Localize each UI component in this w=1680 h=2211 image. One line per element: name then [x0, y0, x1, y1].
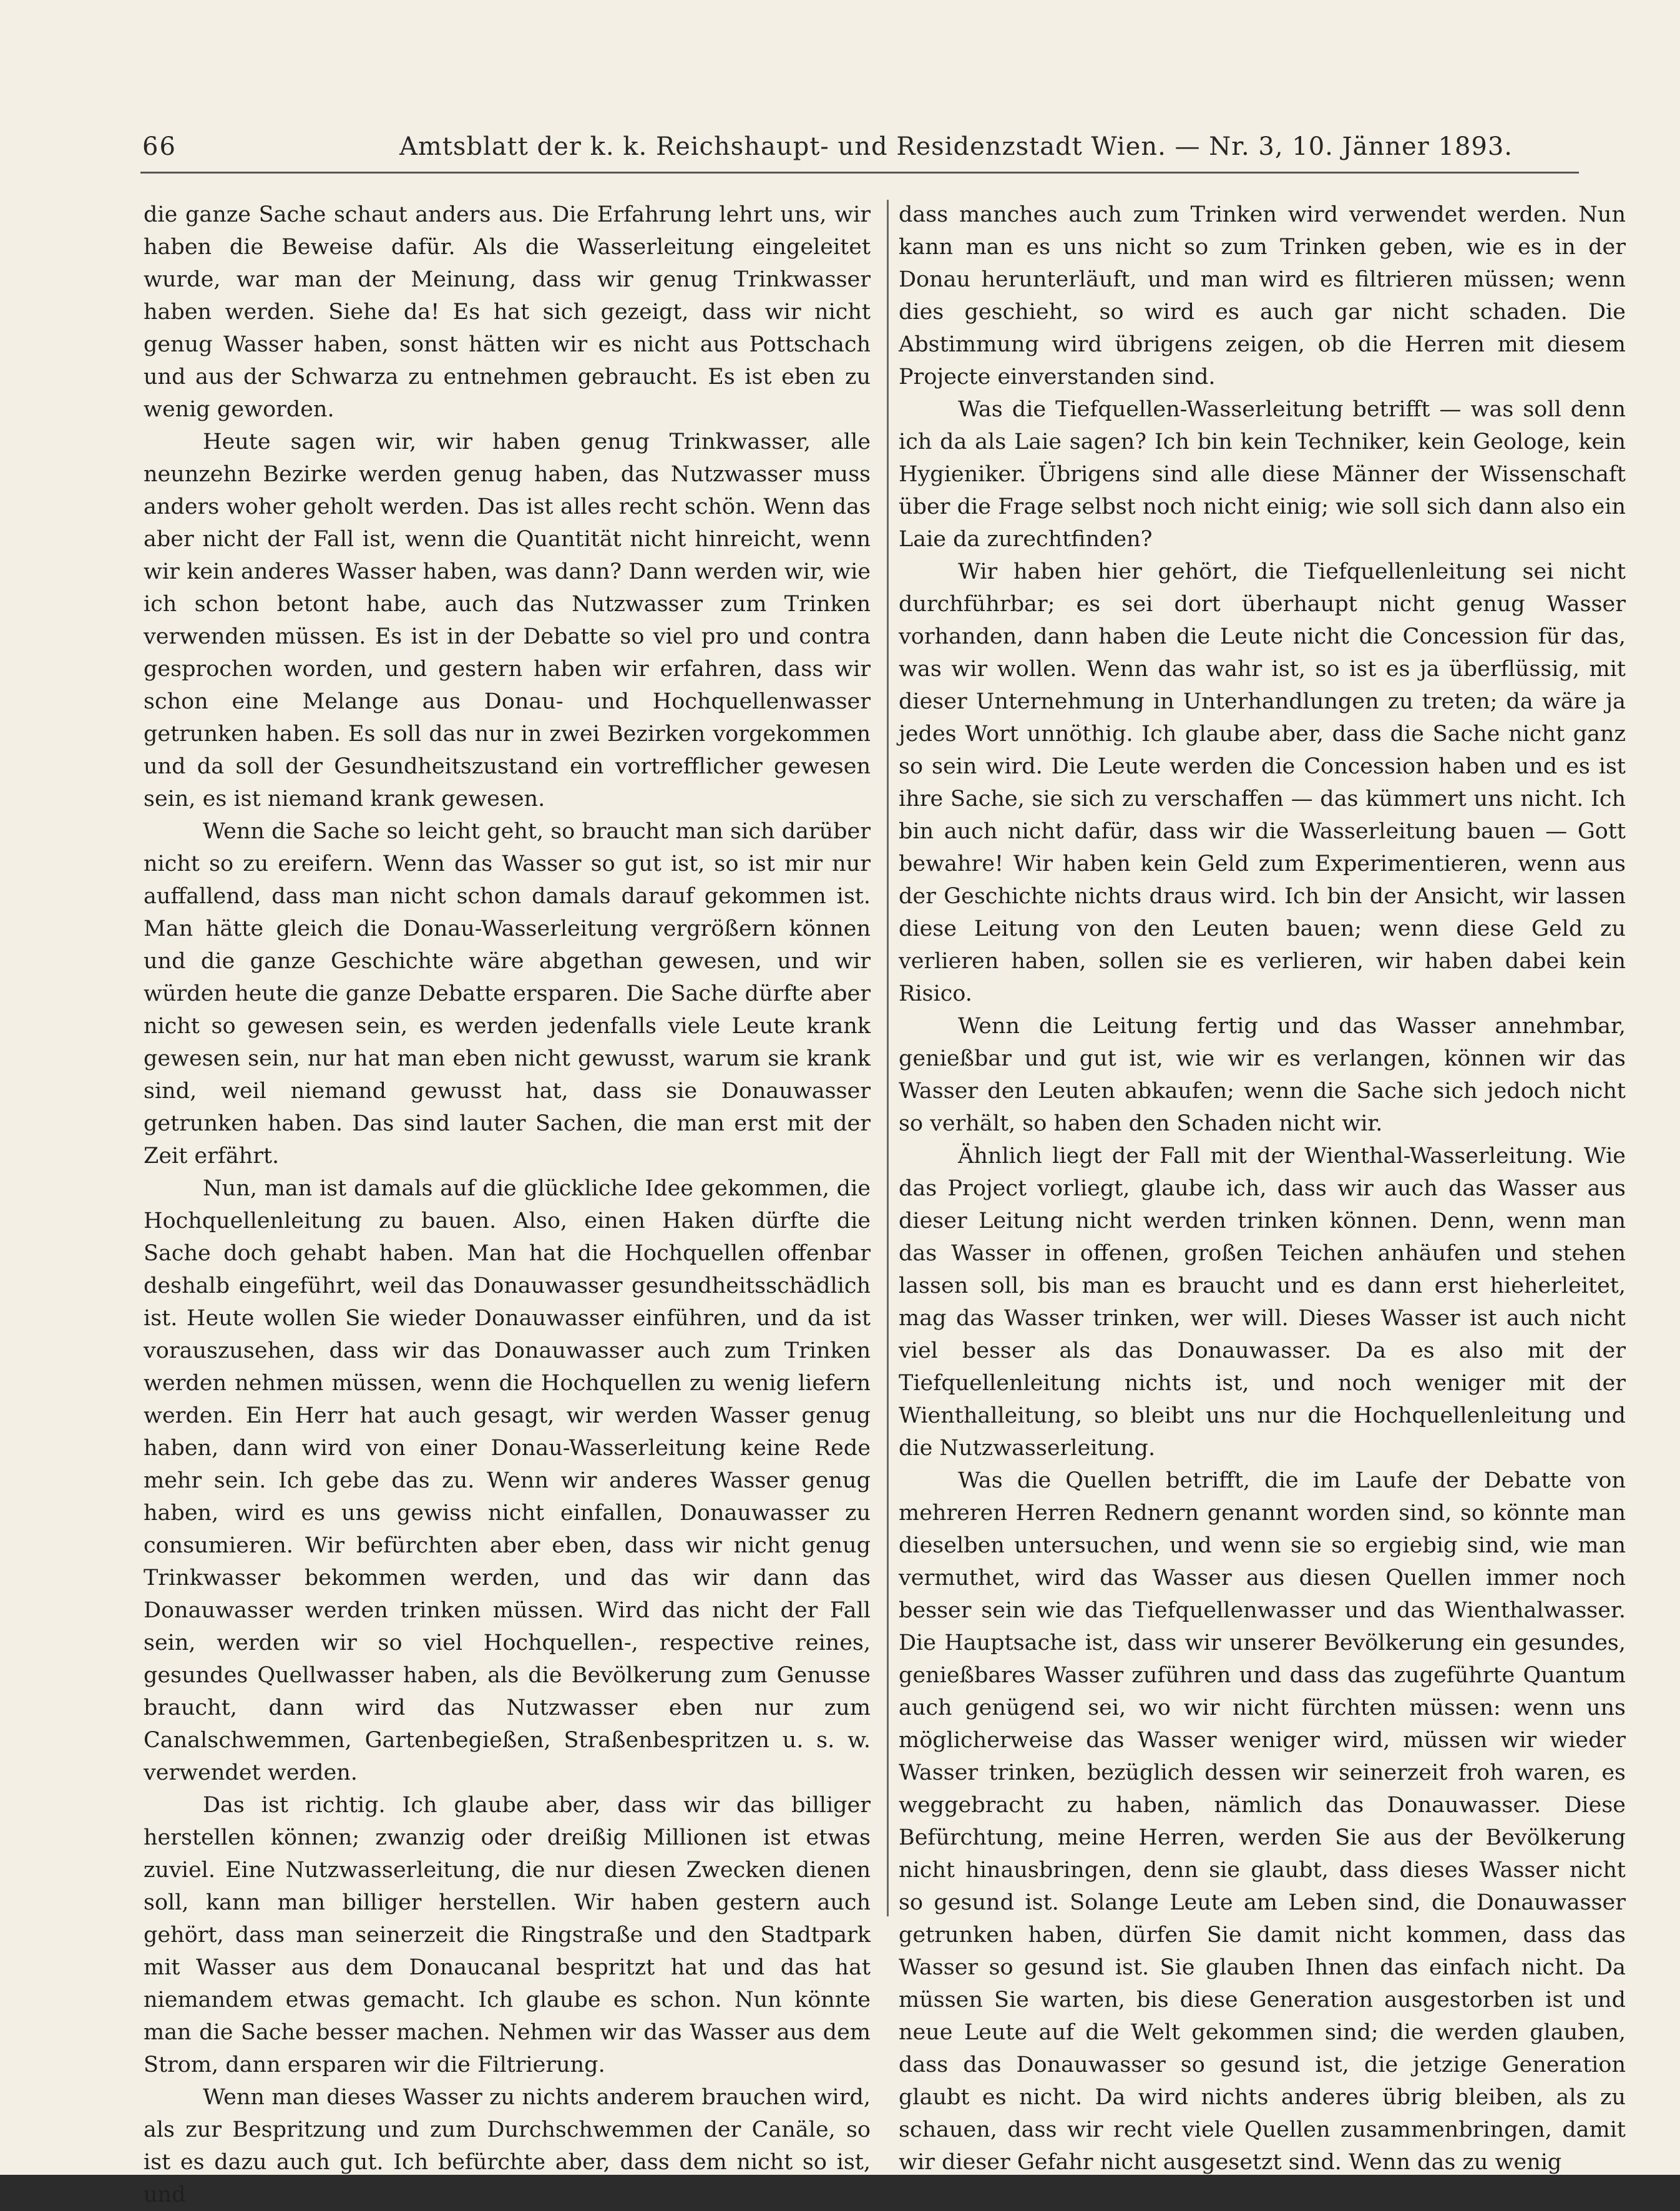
- paragraph: Was die Tiefquellen-Wasserleitung betrifft — was soll denn ich da als Laie sagen? Ich bin kein Techniker, kein Geologe, kein Hygieniker. Übrigens sind alle diese Männer der Wissenschaft über die Frage selbst noch nicht einig; wie soll sich dann also ein Laie da zurechtfinden?: [899, 397, 1626, 552]
- publication-title: Amtsblatt der k. k. Reichshaupt- und Residenzstadt Wien. — Nr. 3, 10. Jänner 1893.: [399, 132, 1513, 161]
- right-column: [899, 199, 1626, 2175]
- running-header: [137, 130, 1573, 167]
- paragraph: Ähnlich liegt der Fall mit der Wienthal-Wasserleitung. Wie das Project vorliegt, glaube ich, dass wir auch das Wasser aus dieser Leitung nicht werden trinken können. Denn, wenn man das Wasser in offenen, großen Teichen anhäufen und stehen lassen soll, bis man es braucht und es dann erst hieherleitet, mag das Wasser trinken, wer will. Dieses Wasser ist auch nicht viel besser als das Donauwasser. Da es also mit der Tiefquellenleitung nichts ist, und noch weniger mit der Wienthalleitung, so bleibt uns nur die Hochquellenleitung und die Nutzwasserleitung.: [899, 1144, 1626, 1461]
- paragraph: Wenn die Leitung fertig und das Wasser annehmbar, genießbar und gut ist, wie wir es verlangen, können wir das Wasser den Leuten abkaufen; wenn die Sache sich jedoch nicht so verhält, so haben den Schaden nicht wir.: [899, 1014, 1626, 1136]
- paragraph: Was die Quellen betrifft, die im Laufe der Debatte von mehreren Herren Rednern genannt worden sind, so könnte man dieselben untersuchen, und wenn sie so ergiebig sind, wie man vermuthet, wird das Wasser aus diesen Quellen immer noch besser sein wie das Tiefquellenwasser und das Wienthalwasser. Die Hauptsache ist, dass wir unserer Bevölkerung ein gesundes, genießbares Wasser zuführen und dass das zugeführte Quantum auch genügend sei, wo wir nicht fürchten müssen: wenn uns möglicherweise das Wasser weniger wird, müssen wir wieder Wasser trinken, bezüglich dessen wir seinerzeit froh waren, es weggebracht zu haben, nämlich das Donauwasser. Diese Befürchtung, meine Herren, werden Sie aus der Bevölkerung nicht hinausbringen, denn sie glaubt, dass dieses Wasser nicht so gesund ist. Solange Leute am Leben sind, die Donauwasser getrunken haben, dürfen Sie damit nicht kommen, dass das Wasser so gesund ist. Sie glauben Ihnen das einfach nicht. Da müssen Sie warten, bis diese Generation ausgestorben ist und neue Leute auf die Welt gekommen sind; die werden glauben, dass das Donauwasser so gesund ist, die jetzige Generation glaubt es nicht. Da wird nichts anderes übrig bleiben, als zu schauen, dass wir recht viele Quellen zusammenbringen, damit wir dieser Gefahr nicht ausgesetzt sind. Wenn das zu wenig: [899, 1468, 1626, 2175]
- header-rule: [140, 172, 1579, 174]
- column-divider: [887, 200, 889, 1916]
- page-number: 66: [142, 132, 177, 161]
- paragraph: dass manches auch zum Trinken wird verwendet werden. Nun kann man es uns nicht so zum Trinken geben, wie es in der Donau herunterläuft, und man wird es filtrieren müssen; wenn dies geschieht, so wird es auch gar nicht schaden. Die Abstimmung wird übrigens zeigen, ob die Herren mit diesem Projecte einverstanden sind.: [899, 202, 1626, 390]
- paragraph: Wir haben hier gehört, die Tiefquellenleitung sei nicht durchführbar; es sei dort überhaupt nicht genug Wasser vorhanden, dann haben die Leute nicht die Concession für das, was wir wollen. Wenn das wahr ist, so ist es ja überflüssig, mit dieser Unternehmung in Unterhandlungen zu treten; da wäre ja jedes Wort unnöthig. Ich glaube aber, dass die Sache nicht ganz so sein wird. Die Leute werden die Concession haben und es ist ihre Sache, sie sich zu verschaffen — das kümmert uns nicht. Ich bin auch nicht dafür, dass wir die Wasserleitung bauen — Gott bewahre! Wir haben kein Geld zum Experimentieren, wenn aus der Geschichte nichts draus wird. Ich bin der Ansicht, wir lassen diese Leitung von den Leuten bauen; wenn diese Geld zu verlieren haben, sollen sie es verlieren, wir haben dabei kein Risico.: [899, 559, 1626, 1006]
- paragraph: die ganze Sache schaut anders aus. Die Erfahrung lehrt uns, wir haben die Beweise dafür. Als die Wasserleitung eingeleitet wurde, war man der Meinung, dass wir genug Trinkwasser haben werden. Siehe da! Es hat sich gezeigt, dass wir nicht genug Wasser haben, sonst hätten wir es nicht aus Pottschach und aus der Schwarza zu entnehmen gebraucht. Es ist eben zu wenig geworden.: [144, 202, 871, 422]
- left-column: [144, 199, 871, 2207]
- paragraph: Heute sagen wir, wir haben genug Trinkwasser, alle neunzehn Bezirke werden genug haben, das Nutzwasser muss anders woher geholt werden. Das ist alles recht schön. Wenn das aber nicht der Fall ist, wenn die Quantität nicht hinreicht, wenn wir kein anderes Wasser haben, was dann? Dann werden wir, wie ich schon betont habe, auch das Nutzwasser zum Trinken verwenden müssen. Es ist in der Debatte so viel pro und contra gesprochen worden, und gestern haben wir erfahren, dass wir schon eine Melange aus Donau- und Hochquellenwasser getrunken haben. Es soll das nur in zwei Bezirken vorgekommen und da soll der Gesundheitszustand ein vortrefflicher gewesen sein, es ist niemand krank gewesen.: [144, 429, 871, 811]
- paragraph: Wenn man dieses Wasser zu nichts anderem brauchen wird, als zur Bespritzung und zum Durchschwemmen der Canäle, so ist es dazu auch gut. Ich befürchte aber, dass dem nicht so ist, und: [144, 2085, 871, 2207]
- paragraph: Wenn die Sache so leicht geht, so braucht man sich darüber nicht so zu ereifern. Wenn das Wasser so gut ist, so ist mir nur auffallend, dass man nicht schon damals darauf gekommen ist. Man hätte gleich die Donau-Wasserleitung vergrößern können und die ganze Geschichte wäre abgethan gewesen, und wir würden heute die ganze Debatte ersparen. Die Sache dürfte aber nicht so gewesen sein, es werden jedenfalls viele Leute krank gewesen sein, nur hat man eben nicht gewusst, warum sie krank sind, weil niemand gewusst hat, dass sie Donauwasser getrunken haben. Das sind lauter Sachen, die man erst mit der Zeit erfährt.: [144, 819, 871, 1169]
- paragraph: Das ist richtig. Ich glaube aber, dass wir das billiger herstellen können; zwanzig oder dreißig Millionen ist etwas zuviel. Eine Nutzwasserleitung, die nur diesen Zwecken dienen soll, kann man billiger herstellen. Wir haben gestern auch gehört, dass man seinerzeit die Ringstraße und den Stadtpark mit Wasser aus dem Donaucanal bespritzt hat und das hat niemandem etwas gemacht. Ich glaube es schon. Nun könnte man die Sache besser machen. Nehmen wir das Wasser aus dem Strom, dann ersparen wir die Filtrierung.: [144, 1793, 871, 2077]
- paragraph: Nun, man ist damals auf die glückliche Idee gekommen, die Hochquellenleitung zu bauen. Also, einen Haken dürfte die Sache doch gehabt haben. Man hat die Hochquellen offenbar deshalb eingeführt, weil das Donauwasser gesundheitsschädlich ist. Heute wollen Sie wieder Donauwasser einführen, und da ist vorauszusehen, dass wir das Donauwasser auch zum Trinken werden nehmen müssen, wenn die Hochquellen zu wenig liefern werden. Ein Herr hat auch gesagt, wir werden Wasser genug haben, dann wird von einer Donau-Wasserleitung keine Rede mehr sein. Ich gebe das zu. Wenn wir anderes Wasser genug haben, wird es uns gewiss nicht einfallen, Donauwasser zu consumieren. Wir befürchten aber eben, dass wir nicht genug Trinkwasser bekommen werden, und das wir dann das Donauwasser werden trinken müssen. Wird das nicht der Fall sein, werden wir so viel Hochquellen-, respective reines, gesundes Quellwasser haben, als die Bevölkerung zum Genusse braucht, dann wird das Nutzwasser eben nur zum Canalschwemmen, Gartenbegießen, Straßenbespritzen u. s. w. verwendet werden.: [144, 1176, 871, 1785]
